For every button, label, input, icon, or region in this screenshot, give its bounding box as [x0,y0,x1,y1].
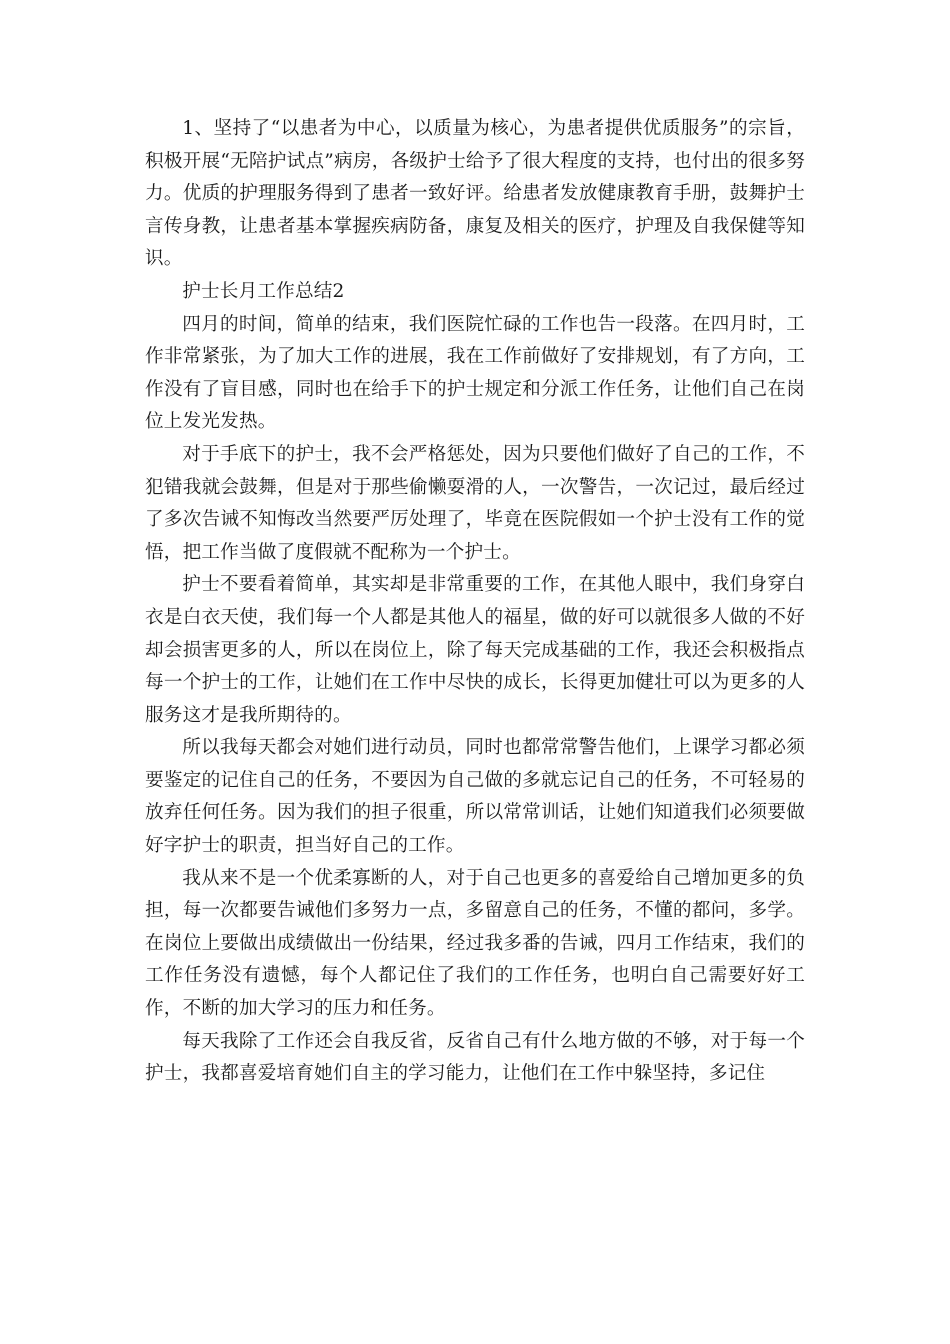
document-body [145,113,805,1091]
paragraph-item-2: 四月的时间，简单的结束，我们医院忙碌的工作也告一段落。在四月时，工作非常紧张，为了加大工作的进展，我在工作前做好了安排规划，有了方向，工作没有了盲目感，同时也在给手下的护士规定和分派工作任务，让他们自己在岗位上发光发热。 [145,313,805,433]
paragraph-item-7: 每天我除了工作还会自我反省，反省自己有什么地方做的不够，对于每一个护士，我都喜爱培育她们自主的学习能力，让他们在工作中躲坚持，多记住 [145,1030,805,1085]
paragraph-item-4: 护士不要看着简单，其实却是非常重要的工作，在其他人眼中，我们身穿白衣是白衣天使，我们每一个人都是其他人的福星，做的好可以就很多人做的不好却会损害更多的人，所以在岗位上，除了每天完成基础的工作，我还会积极指点每一个护士的工作，让她们在工作中尽快的成长，长得更加健壮可以为更多的人服务这才是我所期待的。 [145,574,805,726]
paragraph-item-3: 对于手底下的护士，我不会严格惩处，因为只要他们做好了自己的工作，不犯错我就会鼓舞，但是对于那些偷懒耍滑的人，一次警告，一次记过，最后经过了多次告诫不知悔改当然要严厉处理了，毕竟在医院假如一个护士没有工作的觉悟，把工作当做了度假就不配称为一个护士。 [145,443,805,563]
section-heading: 护士长月工作总结2 [182,280,345,302]
paragraph-item-1: 1、坚持了“以患者为中心，以质量为核心，为患者提供优质服务”的宗旨，积极开展“无陪护试点”病房，各级护士给予了很大程度的支持，也付出的很多努力。优质的护理服务得到了患者一致好评。给患者发放健康教育手册，鼓舞护士言传身教，让患者基本掌握疾病防备，康复及相关的医疗，护理及自我保健等知识。 [145,118,805,270]
paragraph-item-5: 所以我每天都会对她们进行动员，同时也都常常警告他们，上课学习都必须要鉴定的记住自己的任务，不要因为自己做的多就忘记自己的任务，不可轻易的放弃任何任务。因为我们的担子很重，所以常常训话，让她们知道我们必须要做好字护士的职责，担当好自己的工作。 [145,737,805,857]
paragraph-item-6: 我从来不是一个优柔寡断的人，对于自己也更多的喜爱给自己增加更多的负担，每一次都要告诫他们多努力一点，多留意自己的任务，不懂的都问，多学。在岗位上要做出成绩做出一份结果，经过我多番的告诫，四月工作结束，我们的工作任务没有遗憾，每个人都记住了我们的工作任务，也明白自己需要好好工作，不断的加大学习的压力和任务。 [145,867,805,1020]
